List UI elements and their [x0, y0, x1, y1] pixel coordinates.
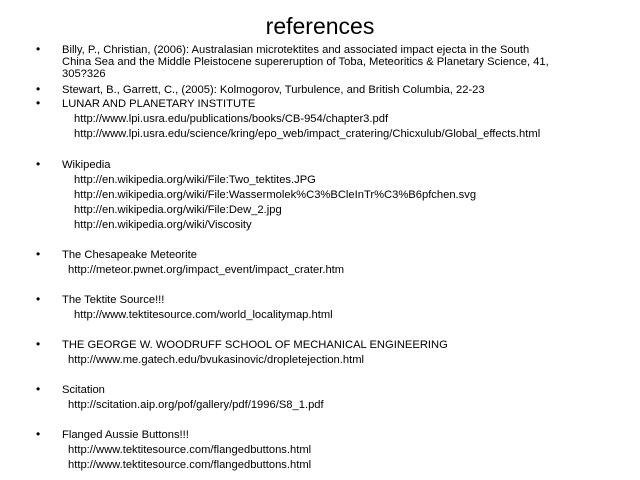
- bullet-icon: •: [36, 82, 41, 96]
- reference-url: http://www.tektitesource.com/world_localitymap.html: [74, 309, 333, 321]
- reference-url: http://www.tektitesource.com/flangedbuttons.html: [68, 444, 312, 456]
- reference-text: 305?326: [62, 68, 106, 80]
- bullet-icon: •: [36, 157, 41, 171]
- reference-heading: The Chesapeake Meteorite: [62, 249, 197, 261]
- reference-text: China Sea and the Middle Pleistocene supereruption of Toba, Meteoritics & Planetary Science, 41,: [62, 56, 549, 68]
- reference-url: http://www.me.gatech.edu/bvukasinovic/dropletejection.html: [68, 354, 365, 366]
- reference-url: http://www.lpi.usra.edu/publications/books/CB-954/chapter3.pdf: [74, 113, 389, 125]
- reference-text: Stewart, B., Garrett, C., (2005): Kolmogorov, Turbulence, and British Columbia, 22-23: [62, 84, 485, 96]
- slide-title: references: [265, 13, 375, 39]
- reference-url: http://www.tektitesource.com/flangedbuttons.html: [68, 459, 312, 471]
- reference-url: http://en.wikipedia.org/wiki/File:Wassermolek%C3%BCleInTr%C3%B6pfchen.svg: [74, 189, 477, 201]
- bullet-icon: •: [36, 382, 41, 396]
- reference-url: http://en.wikipedia.org/wiki/File:Two_tektites.JPG: [74, 174, 316, 186]
- bullet-icon: •: [36, 337, 41, 351]
- reference-heading: Flanged Aussie Buttons!!!: [62, 429, 189, 441]
- reference-heading: Scitation: [62, 384, 105, 396]
- bullet-icon: •: [36, 96, 41, 110]
- reference-url: http://meteor.pwnet.org/impact_event/impact_crater.htm: [68, 264, 345, 276]
- reference-url: http://en.wikipedia.org/wiki/Viscosity: [74, 219, 252, 231]
- reference-heading: Wikipedia: [62, 159, 111, 171]
- bullet-icon: •: [36, 247, 41, 261]
- reference-text: Billy, P., Christian, (2006): Australasian microtektites and associated impact ejecta in the South: [62, 44, 530, 56]
- reference-url: http://www.lpi.usra.edu/science/kring/epo_web/impact_cratering/Chicxulub/Global_effects.html: [74, 128, 541, 140]
- bullet-icon: •: [36, 292, 41, 306]
- reference-heading: LUNAR AND PLANETARY INSTITUTE: [62, 98, 256, 110]
- bullet-icon: •: [36, 42, 41, 56]
- reference-url: http://scitation.aip.org/pof/gallery/pdf/1996/S8_1.pdf: [68, 399, 324, 411]
- reference-url: http://en.wikipedia.org/wiki/File:Dew_2.jpg: [74, 204, 282, 216]
- bullet-icon: •: [36, 427, 41, 441]
- reference-heading: THE GEORGE W. WOODRUFF SCHOOL OF MECHANICAL ENGINEERING: [62, 339, 448, 351]
- reference-heading: The Tektite Source!!!: [62, 294, 165, 306]
